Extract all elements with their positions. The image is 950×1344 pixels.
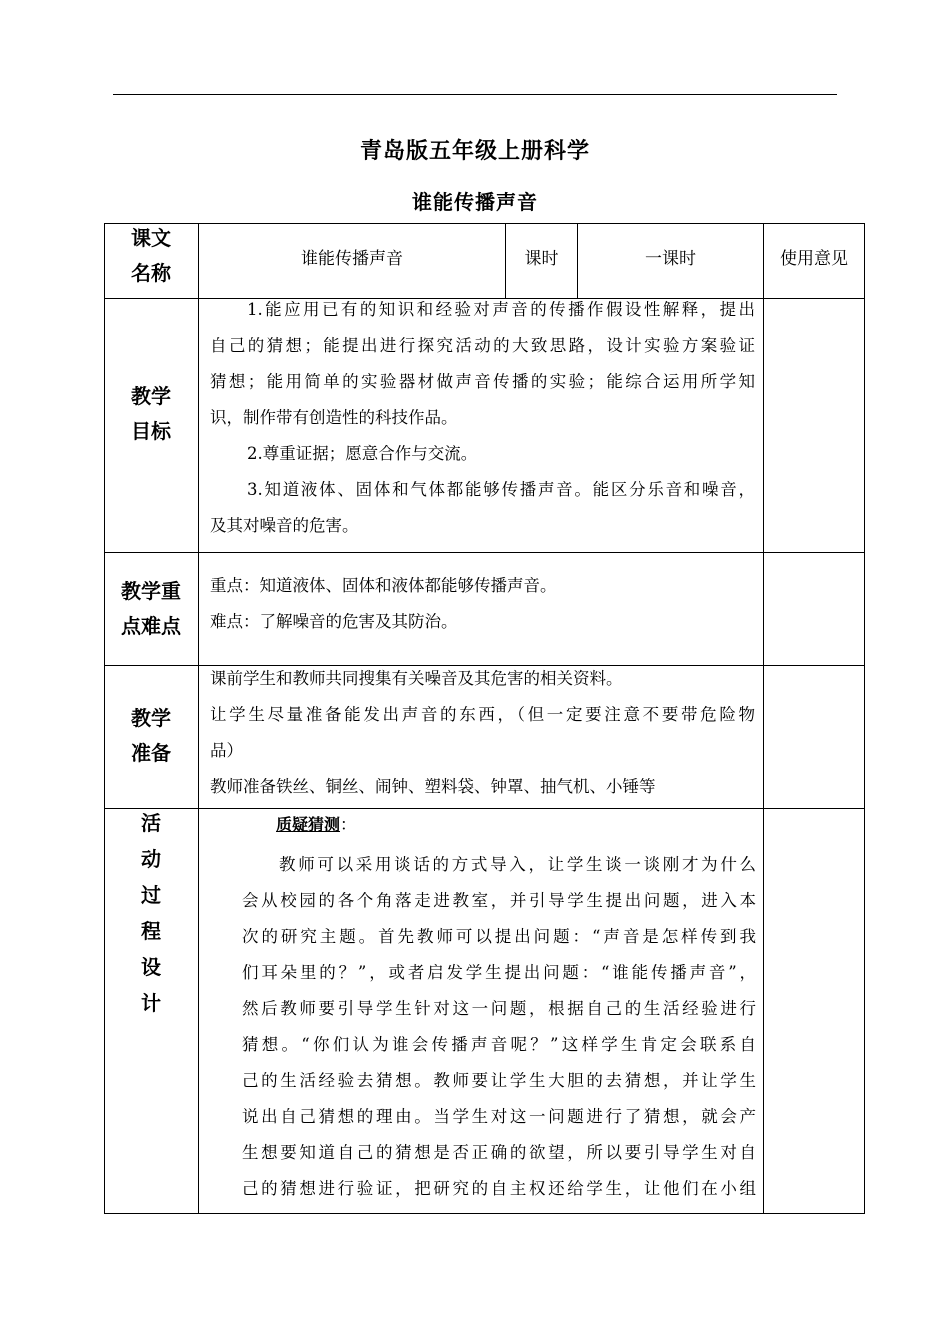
column-divider (198, 223, 199, 1214)
document-subtitle: 谁能传播声音 (412, 190, 538, 214)
label-objectives: 教学 目标 (131, 384, 171, 443)
activity-text: 教师可以采用谈话的方式导入，让学生谈一谈刚才为什么 会从校园的各个角落走进教室，并引导学生提出问题，进入本 次的研究主题。首先教师可以提出问题：“声音是怎样传到我 们耳朵里的？”，或者启发学生提出问题：“谁能传播声音”， 然后教师要引导学生针对这一问题，根据自己的生活经验进行 猜想。“你们认为谁会传播声音呢？”这样学生肯定会联系自 己的生活经验去猜想。教师要让学生大胆的去猜想，并让学生 说出自己猜想的理由。当学生对这一问题进行了猜想，就会产 生想要知道自己的猜想是否正确的欲望，所以要引导学生对自 己的猜想进行验证，把研究的自主权还给学生，让他们在小组 (242, 855, 756, 1198)
table-border-bottom (104, 1213, 865, 1214)
column-divider (763, 223, 764, 1214)
activity-heading: 质疑猜测： (276, 815, 357, 834)
key-points-text: 重点：知道液体、固体和液体都能够传播声音。 难点：了解噪音的危害及其防治。 (210, 576, 557, 631)
preparation-text: 课前学生和教师共同搜集有关噪音及其危害的相关资料。 让学生尽量准备能发出声音的东西，（但一定要注意不要带危险物 品） 教师准备铁丝、铜丝、闹钟、塑料袋、钟罩、抽气机、小锤等 (210, 669, 755, 796)
table-border-right (864, 223, 865, 1214)
label-lesson-name: 课文 名称 (131, 226, 171, 285)
label-activity-design: 活 动 过 程 设 计 (141, 811, 161, 1015)
header-rule (113, 94, 837, 95)
period-value: 一课时 (645, 248, 696, 269)
objectives-text: 1.能应用已有的知识和经验对声音的传播作假设性解释，提出 自己的猜想；能提出进行探究活动的大致思路，设计实验方案验证 猜想；能用简单的实验器材做声音传播的实验；能综合运用所学知 识，制作带有创造性的科技作品。 2.尊重证据；愿意合作与交流。 3.知道液体、固体和气体都能够传播声音。能区分乐音和噪音， 及其对噪音的危害。 (210, 300, 755, 535)
label-preparation: 教学 准备 (131, 706, 171, 765)
lesson-plan-table (104, 223, 865, 1214)
label-key-points: 教学重 点难点 (121, 579, 181, 638)
feedback-label: 使用意见 (780, 248, 848, 269)
row-divider (104, 552, 865, 553)
document-title: 青岛版五年级上册科学 (359, 139, 590, 164)
lesson-name-value: 谁能传播声音 (301, 248, 403, 269)
period-label: 课时 (524, 248, 559, 269)
activity-heading-text: 质疑猜测 (276, 815, 341, 834)
